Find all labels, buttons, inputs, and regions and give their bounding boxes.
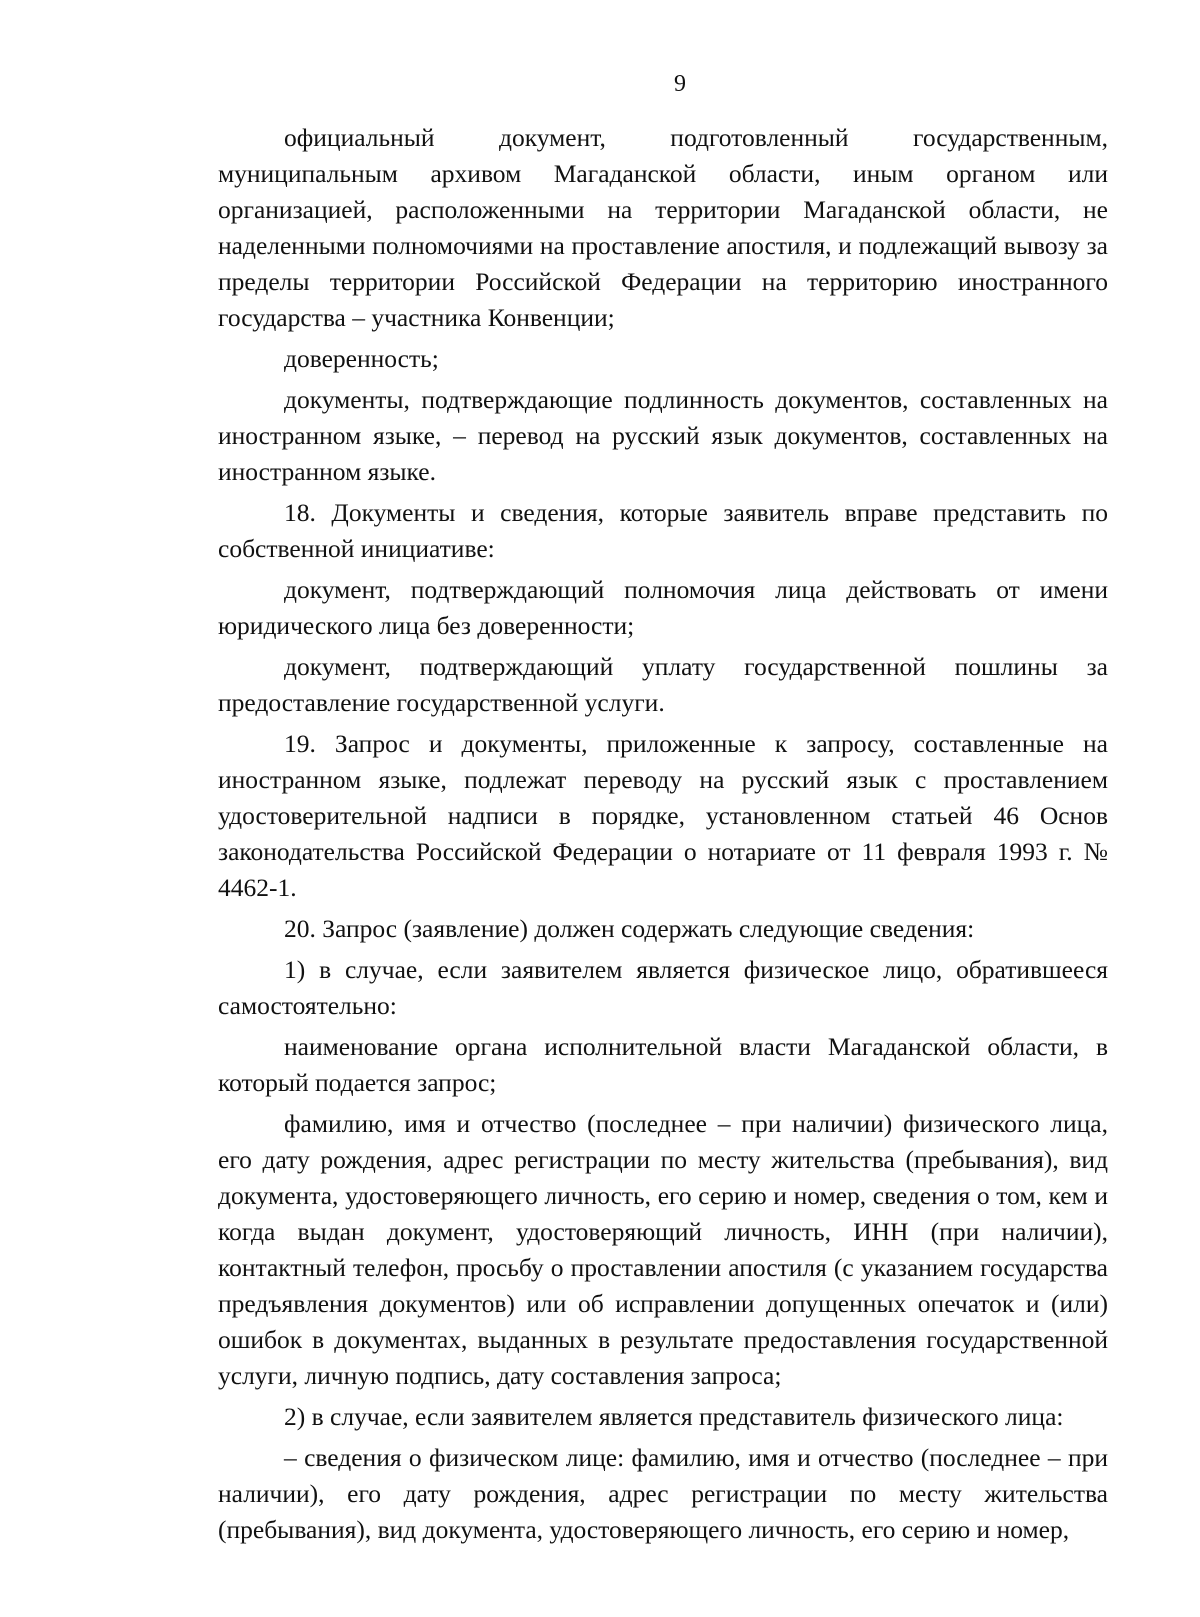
- paragraph-official-document: официальный документ, подготовленный государственным, муниципальным архивом Магаданской области, иным органом или организацией, расположенными на территории Магаданской области, не наделенными полномочиями на проставление апостиля, и подлежащий вывозу за пределы территории Российской Федерации на территорию иностранного государства – участника Конвенции;: [218, 123, 1108, 332]
- paragraph-item-19: 19. Запрос и документы, приложенные к запросу, составленные на иностранном языке, подлежат переводу на русский язык с проставлением удостоверительной надписи в порядке, установленном статьей 46 Основ законодательства Российской Федерации о нотариате от 11 февраля 1993 г. № 4462-1.: [218, 729, 1108, 902]
- paragraph-power-of-attorney: доверенность;: [284, 344, 439, 373]
- paragraph-authority-name: наименование органа исполнительной власти Магаданской области, в который подается запрос;: [218, 1032, 1108, 1097]
- page-number: 9: [674, 71, 686, 97]
- paragraph-foreign-language-documents: документы, подтверждающие подлинность документов, составленных на иностранном языке, – перевод на русский язык документов, составленных на иностранном языке.: [218, 385, 1108, 486]
- paragraph-fee-document: документ, подтверждающий уплату государственной пошлины за предоставление государственной услуги.: [218, 652, 1108, 717]
- document-body: [218, 120, 1108, 1553]
- paragraph-item-20: 20. Запрос (заявление) должен содержать следующие сведения:: [284, 914, 975, 943]
- paragraph-subitem-2: 2) в случае, если заявителем является представитель физического лица:: [284, 1402, 1064, 1431]
- paragraph-subitem-1: 1) в случае, если заявителем является физическое лицо, обратившееся самостоятельно:: [218, 955, 1108, 1020]
- paragraph-personal-details: фамилию, имя и отчество (последнее – при наличии) физического лица, его дату рождения, адрес регистрации по месту жительства (пребывания), вид документа, удостоверяющего личность, его серию и номер, сведения о том, кем и когда выдан документ, удостоверяющий личность, ИНН (при наличии), контактный телефон, просьбу о проставлении апостиля (с указанием государства предъявления документов) или об исправлении допущенных опечаток и (или) ошибок в документах, выданных в результате предоставления государственной услуги, личную подпись, дату составления запроса;: [218, 1109, 1108, 1390]
- paragraph-individual-details: – сведения о физическом лице: фамилию, имя и отчество (последнее – при наличии), его дату рождения, адрес регистрации по месту жительства (пребывания), вид документа, удостоверяющего личность, его серию и номер,: [218, 1443, 1108, 1544]
- paragraph-item-18: 18. Документы и сведения, которые заявитель вправе представить по собственной инициативе:: [218, 498, 1108, 563]
- paragraph-authority-document: документ, подтверждающий полномочия лица действовать от имени юридического лица без доверенности;: [218, 575, 1108, 640]
